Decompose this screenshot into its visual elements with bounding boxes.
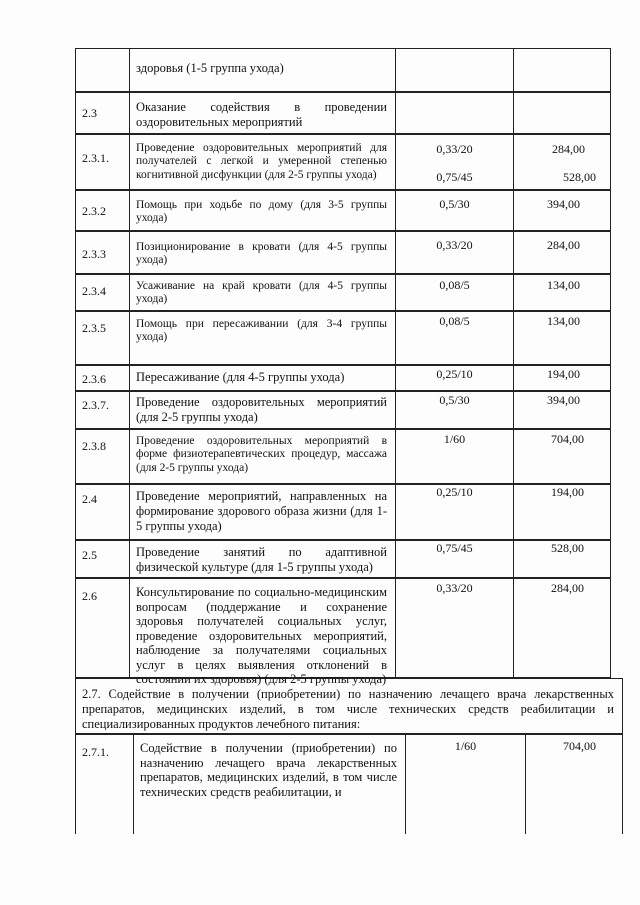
table-row — [75, 734, 623, 834]
row-number-cell — [76, 485, 130, 539]
norm-value: 0,5/30 — [439, 393, 470, 407]
row-number-cell — [76, 366, 130, 390]
row-number: 2.5 — [82, 548, 97, 562]
row-number: 2.3.3 — [82, 247, 106, 261]
price-value: 704,00 — [563, 739, 596, 753]
row-text: Консультирование по социально-медицинским вопросам (поддержание и сохранение здоровья получателей социальных услуг, проведение оздоровительных мероприятий, наблюдение за получателями социальных услуг в целях выявления отклонений в состоянии их здоровья) (для 2-5 группы ухода) — [136, 585, 387, 686]
table-row — [75, 274, 611, 311]
row-text: Помощь при ходьбе по дому (для 3-5 группы ухода) — [136, 199, 387, 225]
price-value: 194,00 — [547, 367, 580, 381]
row-number: 2.3 — [82, 106, 97, 120]
row-number-cell — [76, 430, 130, 483]
norm-cell — [396, 392, 514, 428]
row-number-cell — [76, 541, 130, 577]
section-heading-row — [75, 678, 623, 734]
norm-cell — [396, 366, 514, 390]
norm-cell — [396, 93, 514, 133]
row-number-cell — [76, 232, 130, 273]
norm-value: 1/60 — [454, 739, 477, 753]
norm-cell — [396, 541, 514, 577]
norm-cell — [396, 135, 514, 189]
norm-cell — [396, 485, 514, 539]
row-number: 2.3.4 — [82, 284, 106, 298]
table-row — [75, 48, 611, 92]
row-number-cell — [76, 735, 134, 834]
row-text: Проведение мероприятий, направленных на формирование здорового образа жизни (для 1-5 группы ухода) — [136, 489, 387, 533]
row-number-cell — [76, 312, 130, 364]
row-text-cell — [130, 430, 396, 483]
row-number-cell — [76, 579, 130, 677]
norm-cell — [396, 430, 514, 483]
table-row — [75, 484, 611, 540]
row-number-cell — [76, 191, 130, 230]
price-value: 394,00 — [547, 197, 580, 211]
row-text-cell — [130, 579, 396, 686]
norm-cell — [396, 312, 514, 364]
row-number: 2.3.6 — [82, 372, 106, 386]
row-text-cell — [130, 275, 396, 310]
row-number: 2.3.1. — [82, 151, 109, 165]
norm-cell — [396, 579, 514, 677]
price-value: 394,00 — [547, 393, 580, 407]
row-number: 2.3.8 — [82, 439, 106, 453]
norm-value: 0,08/5 — [439, 278, 470, 292]
row-number: 2.3.2 — [82, 204, 106, 218]
row-text: Помощь при пересаживании (для 3-4 группы ухода) — [136, 318, 387, 344]
row-text: Пересаживание (для 4-5 группы ухода) — [136, 370, 345, 384]
norm-value: 0,5/30 — [439, 197, 470, 211]
row-text-cell — [130, 312, 396, 364]
row-text-cell — [130, 392, 396, 428]
price-value: 134,00 — [547, 314, 580, 328]
norm-value: 0,25/10 — [436, 367, 473, 381]
row-text-cell — [130, 485, 396, 539]
row-text-cell — [130, 135, 396, 189]
row-text: Оказание содействия в проведении оздоровительных мероприятий — [136, 100, 387, 129]
row-text: Проведение занятий по адаптивной физической культуре (для 1-5 группы ухода) — [136, 545, 387, 574]
price-cell — [514, 49, 610, 91]
row-text: Проведение оздоровительных мероприятий для получателей с легкой и умеренной степенью когнитивной дисфункции (для 2-5 группы ухода) — [136, 142, 387, 181]
norm-value: 0,33/20 — [436, 581, 473, 595]
norm-cell — [396, 232, 514, 273]
table-row — [75, 92, 611, 134]
row-text: Позиционирование в кровати (для 4-5 группы ухода) — [136, 241, 387, 267]
row-text-cell — [130, 232, 396, 273]
norm-cell — [396, 191, 514, 230]
row-text-cell — [130, 541, 396, 577]
row-text-cell — [134, 735, 406, 834]
price-cell — [514, 93, 610, 133]
row-number-cell — [76, 49, 130, 91]
price-value: 528,00 — [551, 541, 584, 555]
row-number: 2.7.1. — [82, 745, 109, 759]
table-row — [75, 311, 611, 365]
price-value: 704,00 — [551, 432, 584, 446]
norm-value: 0,25/10 — [436, 485, 473, 499]
row-text-cell — [130, 366, 396, 390]
row-number: 2.3.7. — [82, 398, 109, 412]
price-cell — [514, 366, 610, 390]
price-cell — [514, 430, 610, 483]
row-number: 2.3.5 — [82, 321, 106, 335]
price-cell — [514, 232, 610, 273]
row-number: 2.6 — [82, 589, 97, 603]
row-text: Проведение оздоровительных мероприятий (для 2-5 группы ухода) — [136, 395, 387, 424]
table-row — [75, 231, 611, 274]
price-cell — [526, 735, 622, 834]
norm-cell — [396, 49, 514, 91]
norm-value-secondary: 0,75/45 — [436, 170, 473, 184]
table-row — [75, 540, 611, 578]
row-text-cell — [130, 93, 396, 133]
row-number-cell — [76, 93, 130, 133]
price-cell — [514, 541, 610, 577]
table-row — [75, 365, 611, 391]
norm-value: 0,08/5 — [439, 314, 470, 328]
row-number-cell — [76, 392, 130, 428]
row-text: здоровья (1-5 группа ухода) — [136, 61, 284, 75]
table-row — [75, 190, 611, 231]
table-row — [75, 134, 611, 190]
norm-value: 0,33/20 — [436, 238, 473, 252]
price-value: 284,00 — [551, 581, 584, 595]
price-cell — [514, 312, 610, 364]
price-cell — [514, 191, 610, 230]
price-value: 284,00 — [547, 238, 580, 252]
price-value: 284,00 — [552, 142, 585, 156]
row-text: Содействие в получении (приобретении) по назначению лечащего врача лекарственных препаратов, медицинских изделий, в том числе технических средств реабилитации, и — [140, 741, 397, 799]
price-value-secondary: 528,00 — [563, 170, 596, 184]
norm-value: 1/60 — [443, 432, 466, 446]
norm-cell — [396, 275, 514, 310]
price-cell — [514, 579, 610, 677]
row-number-cell — [76, 135, 130, 189]
price-value: 194,00 — [551, 485, 584, 499]
section-heading-text: 2.7. Содействие в получении (приобретении) по назначению лечащего врача лекарственных препаратов, медицинских изделий, в том числе технических средств реабилитации и специализированных продуктов лечебного питания: — [82, 687, 614, 731]
price-cell — [514, 485, 610, 539]
table-row — [75, 429, 611, 484]
row-number-cell — [76, 275, 130, 310]
norm-value: 0,75/45 — [436, 541, 473, 555]
row-text: Проведение оздоровительных мероприятий в форме физиотерапевтических процедур, массажа (для 2-5 группы ухода) — [136, 435, 387, 474]
price-cell — [514, 392, 610, 428]
row-text-cell — [130, 191, 396, 230]
price-value: 134,00 — [547, 278, 580, 292]
norm-value: 0,33/20 — [436, 142, 473, 156]
row-number: 2.4 — [82, 492, 97, 506]
row-text: Усаживание на край кровати (для 4-5 группы ухода) — [136, 280, 387, 306]
table-row — [75, 578, 611, 686]
price-cell — [514, 275, 610, 310]
price-cell — [514, 135, 610, 189]
row-text-cell — [130, 49, 396, 91]
norm-cell — [406, 735, 526, 834]
table-row — [75, 391, 611, 429]
